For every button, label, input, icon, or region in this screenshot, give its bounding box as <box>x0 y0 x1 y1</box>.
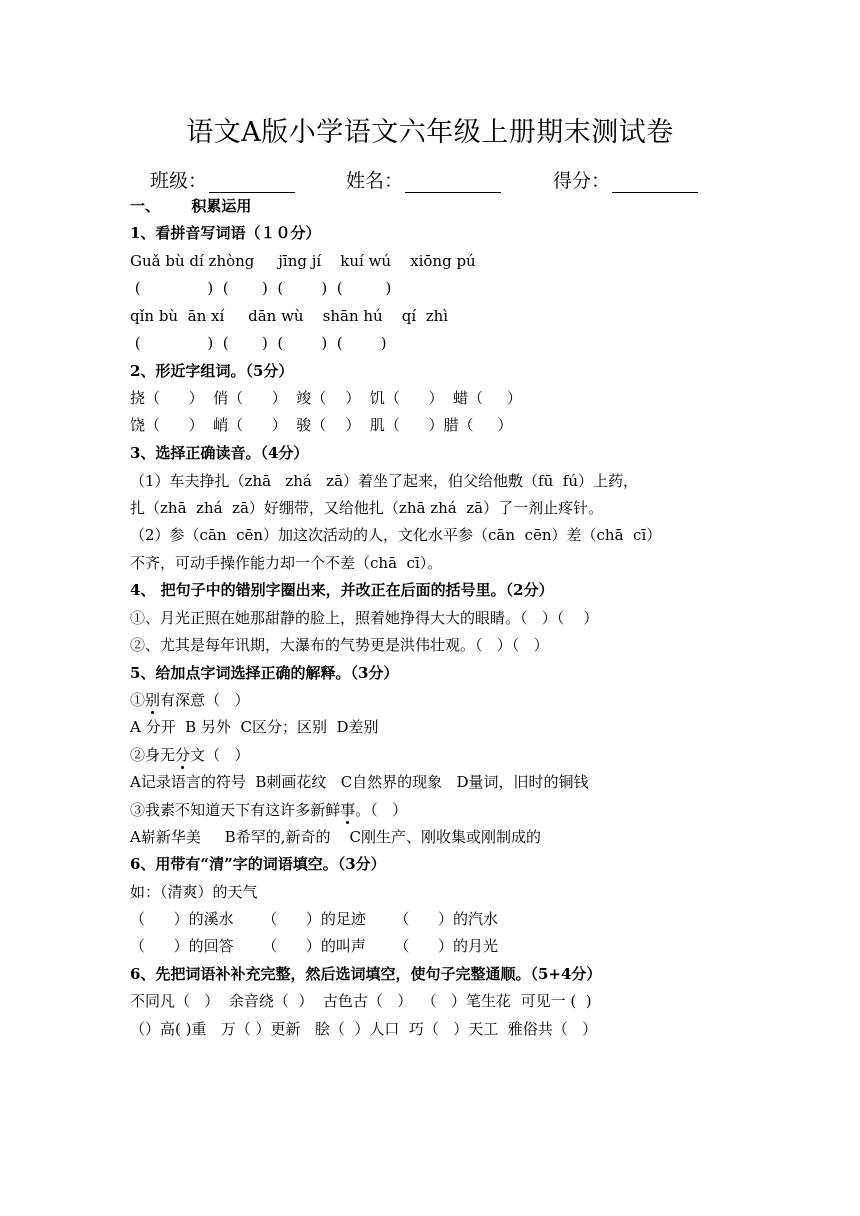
question-line: qǐn bù ān xí dān wù shān hú qí zhì <box>130 307 449 325</box>
question-line: A 分开 B 另外 C区分；区别 D差别 <box>130 718 379 736</box>
section-heading: 一、 积累运用 <box>130 197 252 215</box>
question-line: ②、尤其是每年讯期，大瀑布的气势更是洪伟壮观。（ ）（ ） <box>130 636 549 654</box>
question-line: 饶（ ） 峭（ ） 骏（ ） 肌（ ）腊（ ） <box>130 416 513 434</box>
name-label: 姓名： <box>346 170 404 192</box>
section-heading: 6、用带有“清”字的词语填空。（3分） <box>130 855 386 873</box>
emphasis-dot-char: 别 <box>145 691 161 709</box>
question-line: ( ) ( ) ( ) ( ) <box>130 279 392 297</box>
section-heading: 1、看拼音写词语（１０分） <box>130 224 321 242</box>
question-line: Guǎ bù dí zhòng jīng jí kuí wú xiōng pú <box>130 252 476 270</box>
class-label: 班级： <box>150 170 208 192</box>
score-blank[interactable] <box>612 172 698 193</box>
question-line: （ ）的溪水 （ ）的足迹 （ ）的汽水 <box>130 910 499 928</box>
section-heading: 6、先把词语补补充完整，然后选词填空，使句子完整通顺。（5+4分） <box>130 965 602 983</box>
question-line: ③我素不知道天下有这许多新鲜事。（ ） <box>130 801 408 819</box>
question-line: 不同凡（ ） 余音绕（ ） 古色古（ ） （ ）笔生花 可见一 ( ) <box>130 992 592 1010</box>
question-line: （ ）的回答 （ ）的叫声 （ ）的月光 <box>130 937 499 955</box>
page-title: 语文A版小学语文六年级上册期末测试卷 <box>186 117 674 148</box>
question-line: 扎（zhā zhá zā）好绷带，又给他扎（zhā zhá zā）了一剂止疼针。 <box>130 499 604 517</box>
section-heading: 3、选择正确读音。（4分） <box>130 444 309 462</box>
emphasis-dot-char: 事 <box>340 801 356 819</box>
question-line: 挠（ ） 俏（ ） 竣（ ） 饥（ ） 蜡（ ） <box>130 389 522 407</box>
section-heading: 5、给加点字词选择正确的解释。（3分） <box>130 664 399 682</box>
score-field <box>553 166 698 193</box>
class-field <box>150 166 295 193</box>
emphasis-dot-char: 分 <box>175 746 191 764</box>
question-line: （）高( )重 万（ ）更新 脍（ ）人口 巧（ ）天工 雅俗共（ ） <box>130 1020 598 1038</box>
question-line: 如：（清爽）的天气 <box>130 883 258 901</box>
name-field <box>346 166 501 193</box>
question-line: ②身无分文（ ） <box>130 746 250 764</box>
question-line: A记录语言的符号 B刺画花纹 C自然界的现象 D量词，旧时的铜钱 <box>130 773 589 791</box>
question-line: ①、月光正照在她那甜静的脸上，照着她挣得大大的眼睛。（ ）（ ） <box>130 609 599 627</box>
section-heading: 2、形近字组词。（5分） <box>130 362 294 380</box>
question-line: ( ) ( ) ( ) ( ) <box>130 334 387 352</box>
question-line: ①别有深意（ ） <box>130 691 250 709</box>
question-line: （2）参（cān cēn）加这次活动的人，文化水平参（cān cēn）差（chā cī） <box>130 526 662 544</box>
question-line: A崭新华美 B希罕的,新奇的 C刚生产、刚收集或刚制成的 <box>130 828 542 846</box>
name-blank[interactable] <box>405 172 501 193</box>
question-line: （1）车夫挣扎（zhā zhá zā）着坐了起来，伯父给他敷（fū fú）上药， <box>130 472 638 490</box>
section-heading: 4、 把句子中的错别字圈出来，并改正在后面的括号里。（2分） <box>130 581 554 599</box>
score-label: 得分： <box>553 170 611 192</box>
question-line: 不齐，可动手操作能力却一个不差（chā cī）。 <box>130 554 443 572</box>
class-blank[interactable] <box>209 172 295 193</box>
